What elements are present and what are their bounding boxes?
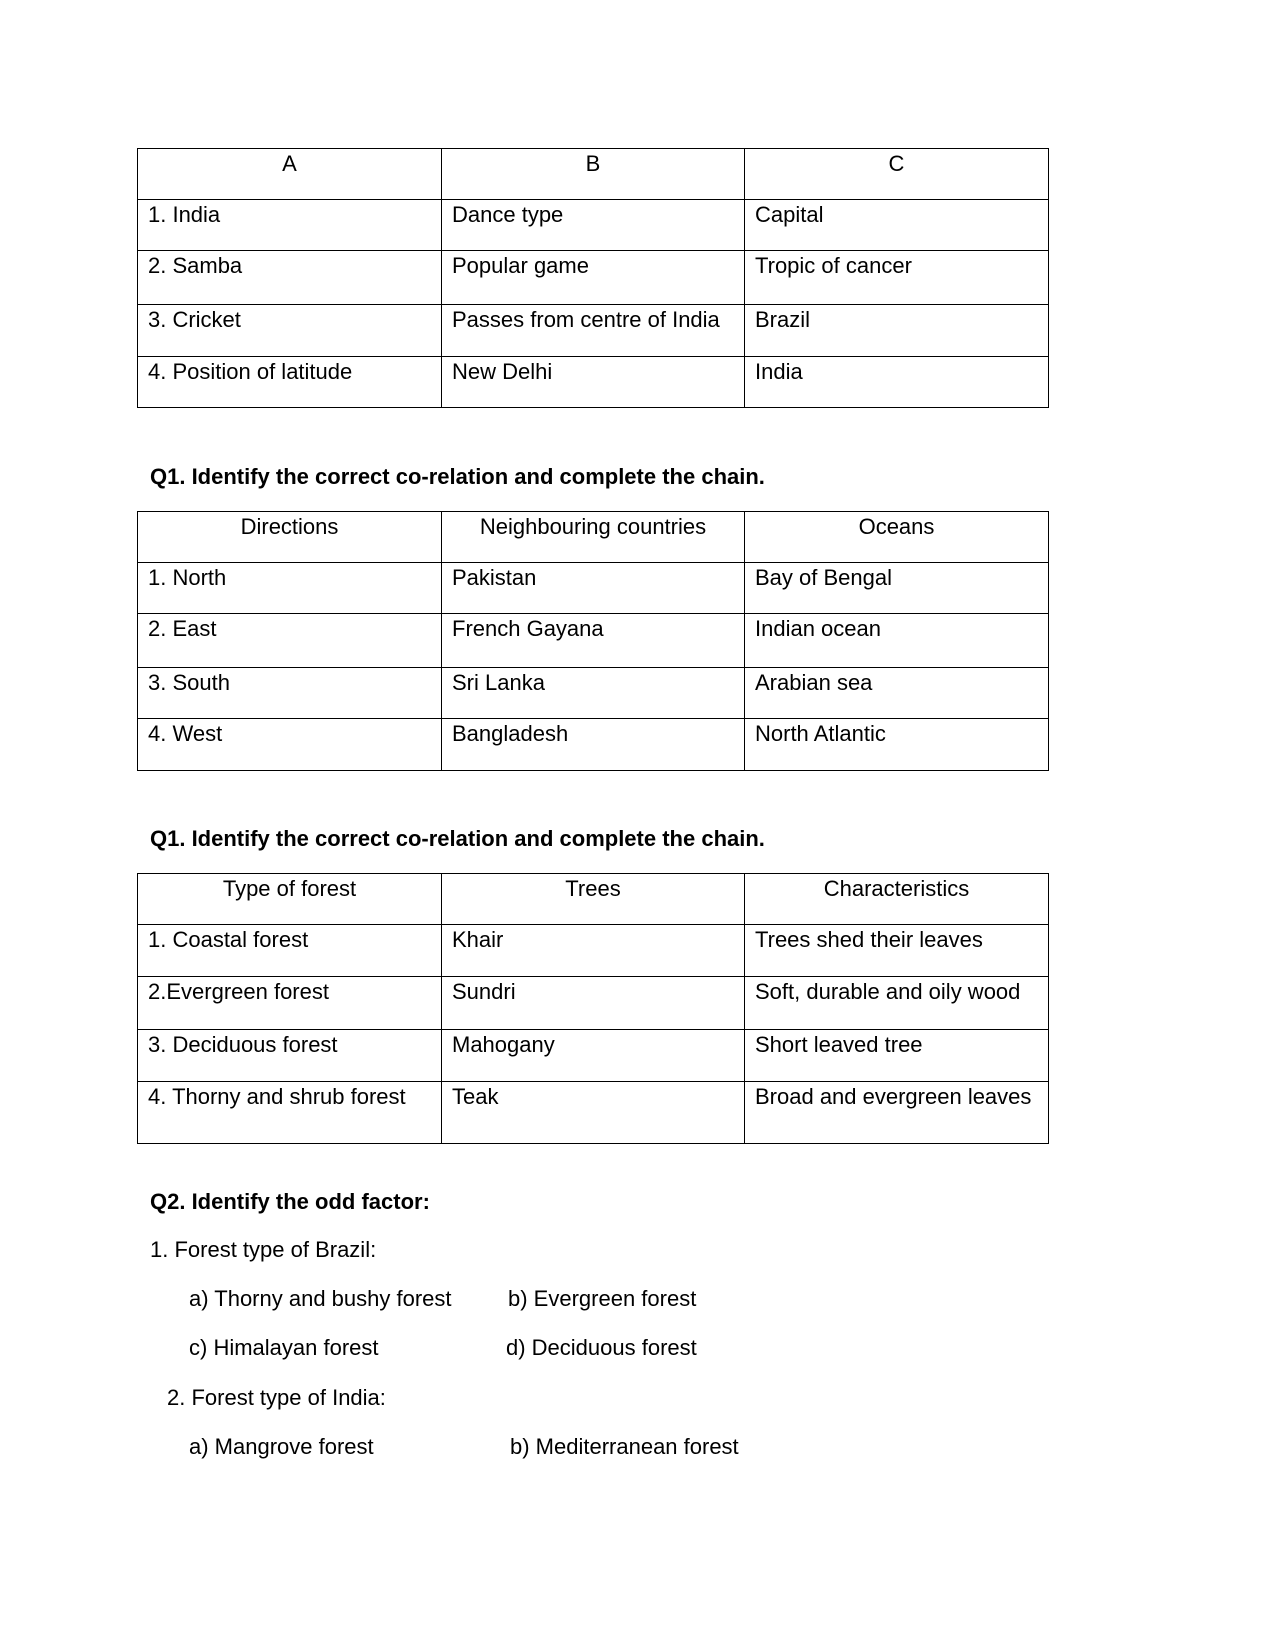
table-cell: 1. India	[138, 200, 442, 251]
table-cell: 2. East	[138, 614, 442, 668]
question-title: Q1. Identify the correct co-relation and complete the chain.	[150, 464, 765, 489]
table-cell: New Delhi	[442, 357, 745, 408]
table-header-row	[138, 874, 1049, 925]
table-row	[138, 925, 1049, 977]
table-row	[138, 1030, 1049, 1082]
table-cell: French Gayana	[442, 614, 745, 668]
header-cell: Type of forest	[138, 874, 442, 925]
option-c: c) Himalayan forest	[189, 1335, 379, 1360]
table-row	[138, 563, 1049, 614]
table-cell: Soft, durable and oily wood	[745, 977, 1049, 1030]
table-row	[138, 719, 1049, 771]
table-cell: Dance type	[442, 200, 745, 251]
table-cell: 3. Cricket	[138, 305, 442, 357]
header-cell: Oceans	[745, 512, 1049, 563]
table-cell: 4. West	[138, 719, 442, 771]
option-d: d) Deciduous forest	[506, 1335, 697, 1360]
table-cell: 2. Samba	[138, 251, 442, 305]
question-item-1: 1. Forest type of Brazil:	[150, 1237, 377, 1262]
option-a: a) Thorny and bushy forest	[189, 1286, 452, 1311]
header-cell: C	[745, 149, 1049, 200]
table-cell: Mahogany	[442, 1030, 745, 1082]
table-header-row	[138, 149, 1049, 200]
table-cell: 3. South	[138, 668, 442, 719]
table-cell: India	[745, 357, 1049, 408]
table-cell: Arabian sea	[745, 668, 1049, 719]
table-cell: 4. Position of latitude	[138, 357, 442, 408]
table-cell: Teak	[442, 1082, 745, 1144]
table-cell: Khair	[442, 925, 745, 977]
table-row	[138, 614, 1049, 668]
table-cell: Brazil	[745, 305, 1049, 357]
table-cell: 1. Coastal forest	[138, 925, 442, 977]
table-cell: Tropic of cancer	[745, 251, 1049, 305]
table-cell: 3. Deciduous forest	[138, 1030, 442, 1082]
table-row	[138, 1082, 1049, 1144]
header-cell: B	[442, 149, 745, 200]
option-b: b) Mediterranean forest	[510, 1434, 739, 1459]
table-directions	[137, 511, 1049, 771]
header-cell: Characteristics	[745, 874, 1049, 925]
table-forest-types	[137, 873, 1049, 1144]
header-cell: Neighbouring countries	[442, 512, 745, 563]
header-cell: A	[138, 149, 442, 200]
table-cell: Indian ocean	[745, 614, 1049, 668]
question-title: Q2. Identify the odd factor:	[150, 1189, 430, 1214]
table-row	[138, 251, 1049, 305]
table-cell: Sundri	[442, 977, 745, 1030]
table-cell: Bay of Bengal	[745, 563, 1049, 614]
question-title: Q1. Identify the correct co-relation and complete the chain.	[150, 826, 765, 851]
table-cell: Popular game	[442, 251, 745, 305]
table-cell: North Atlantic	[745, 719, 1049, 771]
table-cell: Passes from centre of India	[442, 305, 745, 357]
table-header-row	[138, 512, 1049, 563]
option-b: b) Evergreen forest	[508, 1286, 697, 1311]
table-cell: 1. North	[138, 563, 442, 614]
table-cell: Trees shed their leaves	[745, 925, 1049, 977]
table-cell: Capital	[745, 200, 1049, 251]
table-row	[138, 357, 1049, 408]
table-row	[138, 305, 1049, 357]
table-a-b-c	[137, 148, 1049, 408]
table-cell: Bangladesh	[442, 719, 745, 771]
question-item-2: 2. Forest type of India:	[167, 1385, 386, 1410]
table-row	[138, 668, 1049, 719]
option-a: a) Mangrove forest	[189, 1434, 374, 1459]
table-cell: Broad and evergreen leaves	[745, 1082, 1049, 1144]
table-cell: Pakistan	[442, 563, 745, 614]
table-cell: 4. Thorny and shrub forest	[138, 1082, 442, 1144]
table-cell: 2.Evergreen forest	[138, 977, 442, 1030]
header-cell: Directions	[138, 512, 442, 563]
table-cell: Sri Lanka	[442, 668, 745, 719]
table-cell: Short leaved tree	[745, 1030, 1049, 1082]
table-row	[138, 200, 1049, 251]
table-row	[138, 977, 1049, 1030]
header-cell: Trees	[442, 874, 745, 925]
